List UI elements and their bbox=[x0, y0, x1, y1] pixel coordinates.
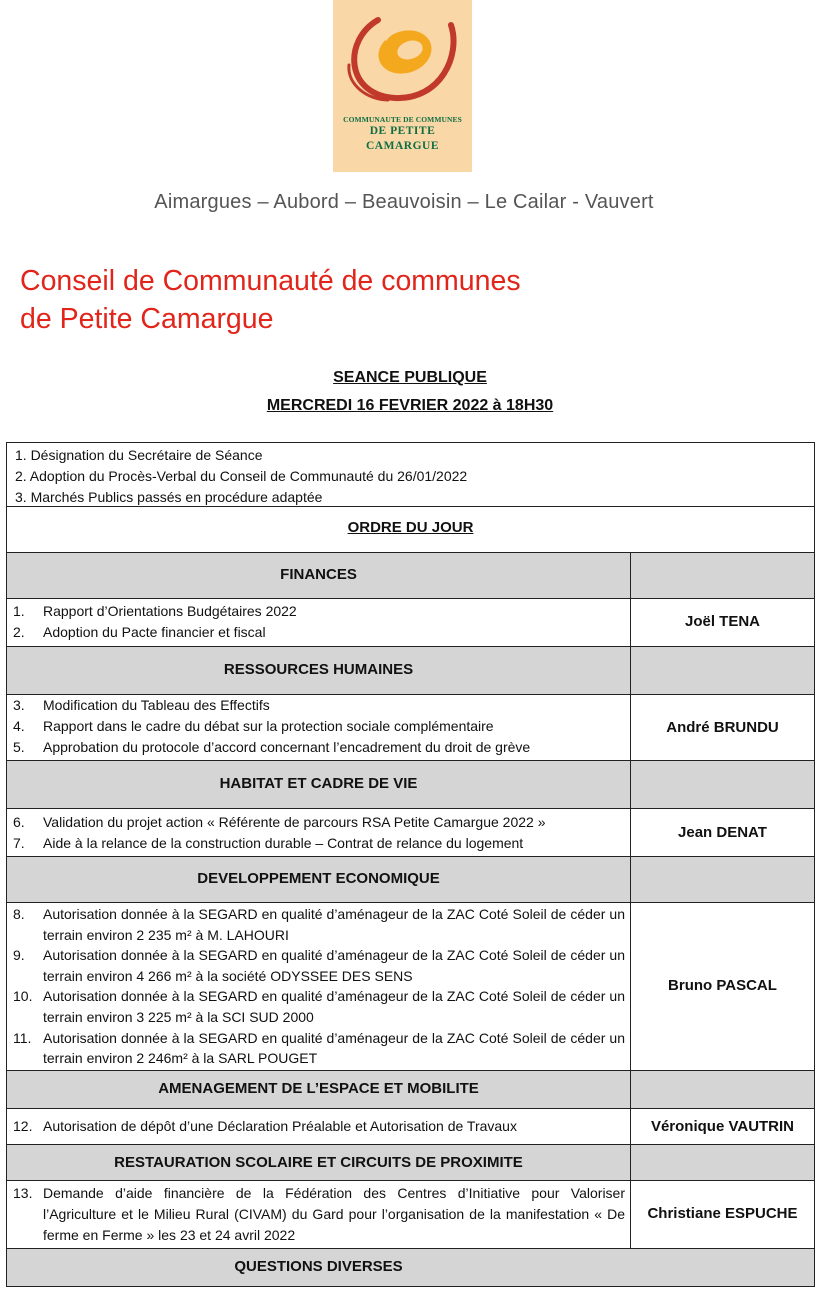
list-item: 11. Autorisation donnée à la SEGARD en qualité d’aménageur de la ZAC Coté Soleil de céder un terrain environ 2 246m² à la SARL POUGET bbox=[13, 1029, 625, 1067]
agenda-table bbox=[6, 442, 815, 1287]
item-list bbox=[13, 601, 625, 643]
logo-text-line1: COMMUNAUTE DE COMMUNES bbox=[343, 115, 462, 124]
list-item: 5. Approbation du protocole d’accord concernant l’encadrement du droit de grève bbox=[13, 739, 531, 755]
item-list bbox=[13, 1183, 625, 1246]
ordre-du-jour-heading: ORDRE DU JOUR bbox=[347, 519, 474, 536]
logo-swirl-icon bbox=[333, 0, 472, 115]
rapporteur: Christiane ESPUCHE bbox=[647, 1205, 798, 1222]
section-title: HABITAT ET CADRE DE VIE bbox=[219, 775, 418, 792]
section-title: FINANCES bbox=[280, 566, 357, 583]
list-item: 3. Modification du Tableau des Effectifs bbox=[13, 697, 270, 713]
item-list bbox=[13, 1116, 625, 1137]
page-title bbox=[20, 262, 521, 338]
item-list bbox=[13, 904, 625, 1069]
ordre-du-jour-row bbox=[7, 507, 814, 553]
list-item: 3. Marchés Publics passés en procédure adaptée bbox=[15, 489, 323, 505]
seance-heading: SEANCE PUBLIQUE bbox=[333, 369, 487, 386]
section-body-ressources-humaines bbox=[7, 695, 814, 761]
column-divider bbox=[630, 553, 631, 1249]
section-title: RESTAURATION SCOLAIRE ET CIRCUITS DE PROXIMITE bbox=[114, 1154, 523, 1171]
list-item: 10. Autorisation donnée à la SEGARD en qualité d’aménageur de la ZAC Coté Soleil de céder un terrain environ 3 225 m² à la SCI SUD 2000 bbox=[13, 988, 625, 1025]
rapporteur: Bruno PASCAL bbox=[668, 977, 777, 994]
section-title: QUESTIONS DIVERSES bbox=[234, 1258, 403, 1275]
section-header-restauration bbox=[7, 1145, 814, 1181]
list-item: 13. Demande d’aide financière de la Fédération des Centres d’Initiative pour Valoriser l’Agriculture et le Milieu Rural (CIVAM) du Gard pour l’organisation de la manifestation « De ferme en Ferme » les 23 et 24 avril 2022 bbox=[13, 1185, 625, 1243]
list-item: 4. Rapport dans le cadre du débat sur la protection sociale complémentaire bbox=[13, 718, 494, 734]
list-item: 9. Autorisation donnée à la SEGARD en qualité d’aménageur de la ZAC Coté Soleil de céder un terrain environ 4 266 m² à la société ODYSSEE DES SENS bbox=[13, 947, 625, 984]
section-body-finances bbox=[7, 599, 814, 647]
list-item: 6. Validation du projet action « Référente de parcours RSA Petite Camargue 2022 » bbox=[13, 814, 546, 830]
title-line1: Conseil de Communauté de communes bbox=[20, 265, 521, 297]
list-item: 7. Aide à la relance de la construction durable – Contrat de relance du logement bbox=[13, 835, 524, 851]
section-title: DEVELOPPEMENT ECONOMIQUE bbox=[197, 870, 440, 887]
preliminary-list bbox=[15, 445, 467, 508]
member-towns: Aimargues – Aubord – Beauvoisin – Le Cailar - Vauvert bbox=[154, 191, 654, 213]
section-header-amenagement bbox=[7, 1071, 814, 1109]
section-title: AMENAGEMENT DE L’ESPACE ET MOBILITE bbox=[158, 1080, 479, 1097]
section-header-finances bbox=[7, 553, 814, 599]
section-title: RESSOURCES HUMAINES bbox=[223, 661, 414, 678]
logo bbox=[333, 0, 472, 172]
item-list bbox=[13, 812, 625, 854]
section-header-ressources-humaines bbox=[7, 647, 814, 695]
section-header-habitat bbox=[7, 761, 814, 809]
title-line2: de Petite Camargue bbox=[20, 303, 274, 335]
logo-text-line2: DE PETITE bbox=[369, 125, 436, 137]
list-item: 1. Désignation du Secrétaire de Séance bbox=[15, 447, 263, 463]
section-body-habitat bbox=[7, 809, 814, 857]
list-item: 8. Autorisation donnée à la SEGARD en qualité d’aménageur de la ZAC Coté Soleil de céder un terrain environ 2 235 m² à M. LAHOURI bbox=[13, 906, 625, 943]
item-list bbox=[13, 695, 625, 758]
rapporteur: Jean DENAT bbox=[678, 824, 767, 841]
list-item: 1. Rapport d’Orientations Budgétaires 2022 bbox=[13, 603, 297, 619]
rapporteur: André BRUNDU bbox=[666, 719, 779, 736]
list-item: 2. Adoption du Procès-Verbal du Conseil de Communauté du 26/01/2022 bbox=[15, 468, 468, 484]
section-body-developpement-economique bbox=[7, 903, 814, 1071]
rapporteur: Joël TENA bbox=[684, 613, 760, 630]
rapporteur: Véronique VAUTRIN bbox=[650, 1118, 795, 1135]
list-item: 2. Adoption du Pacte financier et fiscal bbox=[13, 624, 266, 640]
seance-date: MERCREDI 16 FEVRIER 2022 à 18H30 bbox=[266, 397, 554, 414]
list-item: 12. Autorisation de dépôt d’une Déclaration Préalable et Autorisation de Travaux bbox=[13, 1118, 517, 1134]
section-body-restauration bbox=[7, 1181, 814, 1249]
logo-text-line3: CAMARGUE bbox=[366, 140, 439, 152]
preliminary-row bbox=[7, 443, 814, 507]
questions-diverses-row bbox=[7, 1249, 814, 1286]
section-header-developpement-economique bbox=[7, 857, 814, 903]
section-body-amenagement bbox=[7, 1109, 814, 1145]
